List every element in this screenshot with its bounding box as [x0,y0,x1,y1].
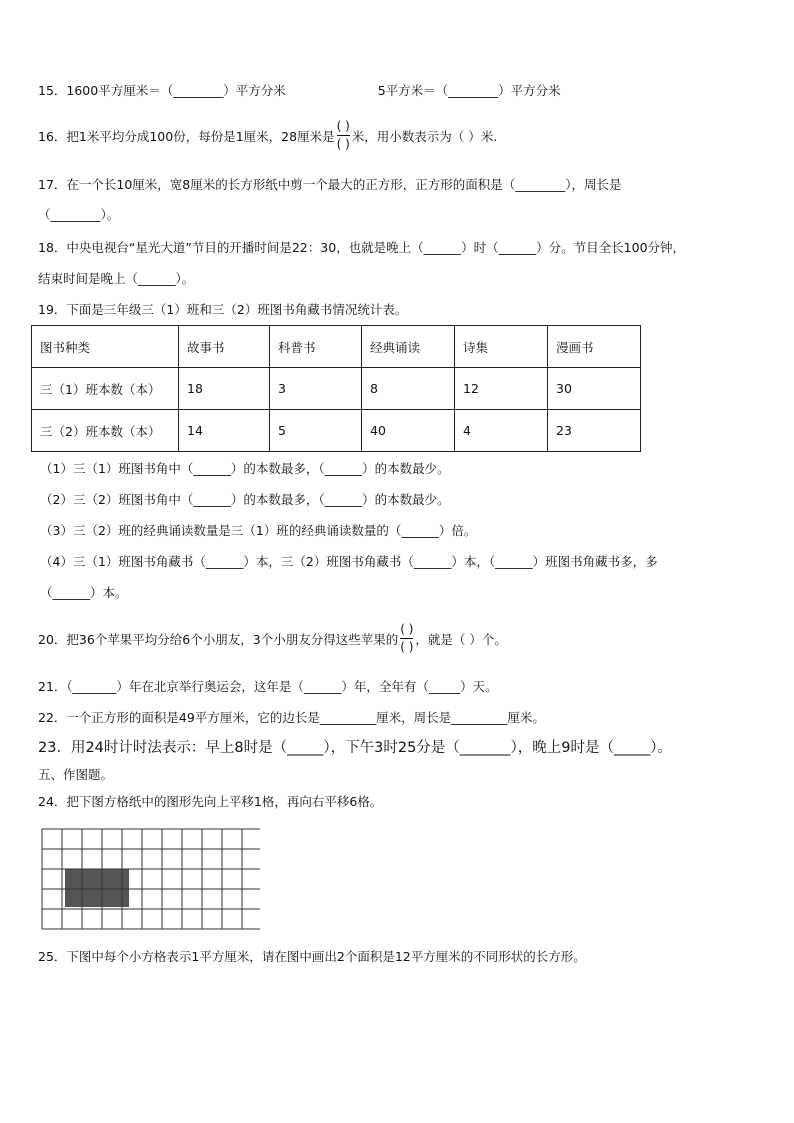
question-text-b: ，就是（ ）个。 [415,632,507,647]
fraction-numerator: ( ) [400,622,414,636]
fraction-denominator: ( ) [400,640,414,654]
table-row [32,368,641,410]
question-17-cont [38,206,119,224]
table-cell: 23 [548,410,641,452]
table-cell: 14 [179,410,270,452]
question-18 [38,239,685,257]
question-number: 17． [38,177,67,192]
fraction-denominator: ( ) [336,137,350,151]
question-text-a: 把36个苹果平均分给6个小朋友，3个小朋友分得这些苹果的 [66,632,399,647]
question-text-a: 1600平方厘米＝（________）平方分米 [66,83,286,98]
table-cell: 12 [455,368,548,410]
question-22 [38,709,545,727]
table-cell: 8 [362,368,455,410]
table-cell: 三（2）班本数（本） [32,410,179,452]
question-text-a: 把1米平均分成100份，每份是1厘米，28厘米是 [66,129,335,144]
table-cell: 30 [548,368,641,410]
question-25 [38,948,586,966]
question-number: 20． [38,632,67,647]
sub-question-4: （4）三（1）班图书角藏书（______）本，三（2）班图书角藏书（______）本，（______）班图书角藏书多，多 [40,554,658,569]
question-text: 一个正方形的面积是49平方厘米，它的边长是_________厘米，周长是_________厘米。 [66,710,545,725]
table-header-cell: 故事书 [179,326,270,368]
table-header-row [32,326,641,368]
question-title: 下面是三年级三（1）班和三（2）班图书角藏书情况统计表。 [66,302,408,317]
question-19 [38,301,407,319]
question-16 [38,121,497,154]
table-cell: 4 [455,410,548,452]
question-line-2: （________）。 [38,207,120,222]
table-header-cell: 经典诵读 [362,326,455,368]
table-cell: 5 [270,410,362,452]
section-heading: 五、作图题。 [38,767,114,782]
sub-question-3: （3）三（2）班的经典诵读数量是三（1）班的经典诵读数量的（______）倍。 [40,523,477,538]
fraction-blank [400,622,413,655]
table-header-cell: 科普书 [270,326,362,368]
question-20 [38,624,507,657]
question-17 [38,176,622,194]
question-23 [38,739,672,757]
grid-paper[interactable] [40,827,260,931]
question-line-2: 结束时间是晚上（______）。 [38,271,195,286]
table-cell: 18 [179,368,270,410]
question-21 [38,678,498,696]
question-text-b: 米，用小数表示为（ ）米. [351,129,498,144]
question-number: 18． [38,240,67,255]
question-24 [38,793,382,811]
sub-question-2: （2）三（2）班图书角中（______）的本数最多，（______）的本数最少。 [40,492,450,507]
table-row [32,410,641,452]
sub-question-4-cont: （______）本。 [40,585,128,600]
question-text: 把下图方格纸中的图形先向上平移1格，再向右平移6格。 [66,794,383,809]
fraction-blank [337,119,350,152]
table-cell: 三（1）班本数（本） [32,368,179,410]
question-number: 23． [38,740,71,756]
fraction-numerator: ( ) [336,119,350,133]
question-number: 15． [38,83,67,98]
question-text: 用24时计时法表示：早上8时是（_____），下午3时25分是（_______），晚上9时是（_____）。 [70,740,673,756]
table-header-cell: 诗集 [455,326,548,368]
question-number: 22． [38,710,67,725]
table-cell: 40 [362,410,455,452]
table-cell: 3 [270,368,362,410]
question-number: 21． [38,679,67,694]
question-15 [38,82,561,100]
sub-question-1: （1）三（1）班图书角中（______）的本数最多，（______）的本数最少。 [40,461,450,476]
question-line-1: 在一个长10厘米，宽8厘米的长方形纸中剪一个最大的正方形，正方形的面积是（________），周长是 [66,177,622,192]
question-text: 下图中每个小方格表示1平方厘米，请在图中画出2个面积是12平方厘米的不同形状的长方形。 [66,949,586,964]
question-text: （_______）年在北京举行奥运会，这年是（______）年，全年有（_____）天。 [66,679,498,694]
table-header-cell: 图书种类 [32,326,179,368]
table-header-cell: 漫画书 [548,326,641,368]
question-number: 24． [38,794,67,809]
question-line-1: 中央电视台“星光大道”节目的开播时间是22：30，也就是晚上（______）时（______）分。节目全长100分钟， [66,240,686,255]
question-text-b: 5平方米＝（________）平方分米 [377,83,561,98]
book-stats-table [31,325,641,452]
question-number: 25． [38,949,67,964]
shaded-shape [65,869,129,907]
question-number: 19． [38,302,67,317]
question-number: 16． [38,129,67,144]
question-18-cont [38,270,194,288]
